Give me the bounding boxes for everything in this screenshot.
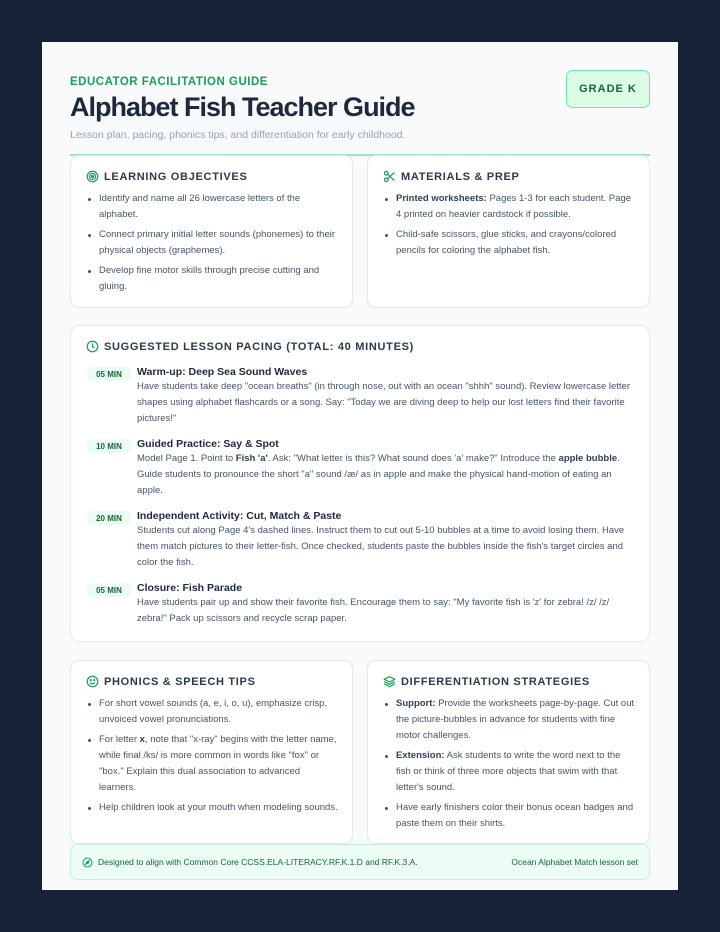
compass-icon xyxy=(82,857,93,868)
list-item: Develop fine motor skills through precise cutting and gluing. xyxy=(99,263,338,295)
step-description: Students cut along Page 4's dashed lines. Instruct them to cut out 5-10 bubbles at a time to avoid losing them. Have them match pictures to their letter-fish. Once checked, students paste the bubbles inside the fish's target circles and color the fish. xyxy=(137,525,625,568)
step-title: Guided Practice: Say & Spot xyxy=(137,438,279,450)
pacing-step xyxy=(87,581,635,627)
differentiation-heading xyxy=(383,675,590,688)
layers-icon xyxy=(383,675,396,688)
list-item: Connect primary initial letter sounds (phonemes) to their physical objects (graphemes). xyxy=(99,227,338,259)
clock-icon xyxy=(86,340,99,353)
list-item: Identify and name all 26 lowercase letters of the alphabet. xyxy=(99,191,338,223)
page-subtitle: Lesson plan, pacing, phonics tips, and differentiation for early childhood. xyxy=(70,129,406,141)
time-badge: 05 MIN xyxy=(87,367,131,381)
pacing-step xyxy=(87,509,635,571)
time-badge: 05 MIN xyxy=(87,583,131,597)
list-item xyxy=(396,227,635,259)
phonics-list xyxy=(99,696,338,820)
page-header xyxy=(70,70,650,156)
differentiation-card xyxy=(367,660,650,844)
item-lead: Printed worksheets: xyxy=(396,193,487,204)
materials-title: MATERIALS & PREP xyxy=(401,170,520,183)
phonics-tips-card xyxy=(70,660,353,844)
step-title: Independent Activity: Cut, Match & Paste xyxy=(137,510,342,522)
learning-objectives-card xyxy=(70,155,353,308)
eyebrow-label: EDUCATOR FACILITATION GUIDE xyxy=(70,76,268,88)
step-title: Closure: Fish Parade xyxy=(137,582,243,594)
list-item: Have early finishers color their bonus ocean badges and paste them on their shirts. xyxy=(396,800,635,832)
lesson-pacing-card xyxy=(70,325,650,642)
step-description: Have students pair up and show their favorite fish. Encourage them to say: "My favorite fish is 'z' for zebra! /z/ /z/ zebra!" Pack up scissors and recycle scrap paper. xyxy=(137,597,610,624)
list-item: Extension: Ask students to write the word next to the fish or think of three more objects that swim with that letter's sound. xyxy=(396,748,635,796)
list-item: For letter x, note that "x-ray" begins with the letter name, while final /ks/ is more common in words like "fox" or "box." Explain this dual association to advanced learners. xyxy=(99,732,338,796)
standards-note: Designed to align with Common Core CCSS.ELA-LITERACY.RF.K.1.D and RF.K.3.A. xyxy=(98,857,418,867)
smile-icon xyxy=(86,675,99,688)
time-badge: 10 MIN xyxy=(87,439,131,453)
materials-heading xyxy=(383,170,520,183)
time-badge: 20 MIN xyxy=(87,511,131,525)
scissors-icon xyxy=(383,170,396,183)
learning-objectives-title: LEARNING OBJECTIVES xyxy=(104,170,248,183)
list-item: Help children look at your mouth when modeling sounds. xyxy=(99,800,338,816)
target-icon xyxy=(86,170,99,183)
list-item xyxy=(396,191,635,223)
step-description: Have students take deep "ocean breaths" (in through nose, out with an ocean "shhh" sound). Review lowercase letter shapes using alphabet flashcards or a song. Say: "Today we are diving deep to help our lost letters find their favorite pictures!" xyxy=(137,381,631,424)
lesson-set-label: Ocean Alphabet Match lesson set xyxy=(511,857,638,867)
objectives-list xyxy=(99,191,338,299)
phonics-tips-title: PHONICS & SPEECH TIPS xyxy=(104,675,256,688)
differentiation-title: DIFFERENTIATION STRATEGIES xyxy=(401,675,590,688)
list-item: For short vowel sounds (a, e, i, o, u), emphasize crisp, unvoiced vowel pronunciations. xyxy=(99,696,338,728)
pacing-step xyxy=(87,437,635,499)
item-text: Child-safe scissors, glue sticks, and crayons/colored pencils for coloring the alphabet fish. xyxy=(396,229,617,256)
footer-bar xyxy=(70,844,650,880)
differentiation-list xyxy=(396,696,635,836)
phonics-tips-heading xyxy=(86,675,256,688)
lesson-pacing-title: SUGGESTED LESSON PACING (TOTAL: 40 MINUTES) xyxy=(104,340,415,353)
step-description: Model Page 1. Point to Fish 'a'. Ask: "What letter is this? What sound does 'a' make?" Introduce the apple bubble. Guide students to pronounce the short "a" sound /æ/ as in apple and make the physical hand-motion of eating an apple. xyxy=(137,453,620,496)
materials-list xyxy=(396,191,635,263)
step-title: Warm-up: Deep Sea Sound Waves xyxy=(137,366,308,378)
grade-badge: GRADE K xyxy=(566,70,650,108)
guide-page xyxy=(42,42,678,890)
item-text: Pages 1-3 for each student. Page 4 printed on heavier cardstock if possible. xyxy=(396,193,631,220)
lesson-pacing-heading xyxy=(86,340,414,353)
list-item: Support: Provide the worksheets page-by-page. Cut out the picture-bubbles in advance for students with fine motor challenges. xyxy=(396,696,635,744)
materials-card xyxy=(367,155,650,308)
pacing-step xyxy=(87,365,635,427)
learning-objectives-heading xyxy=(86,170,248,183)
page-title: Alphabet Fish Teacher Guide xyxy=(70,92,415,122)
